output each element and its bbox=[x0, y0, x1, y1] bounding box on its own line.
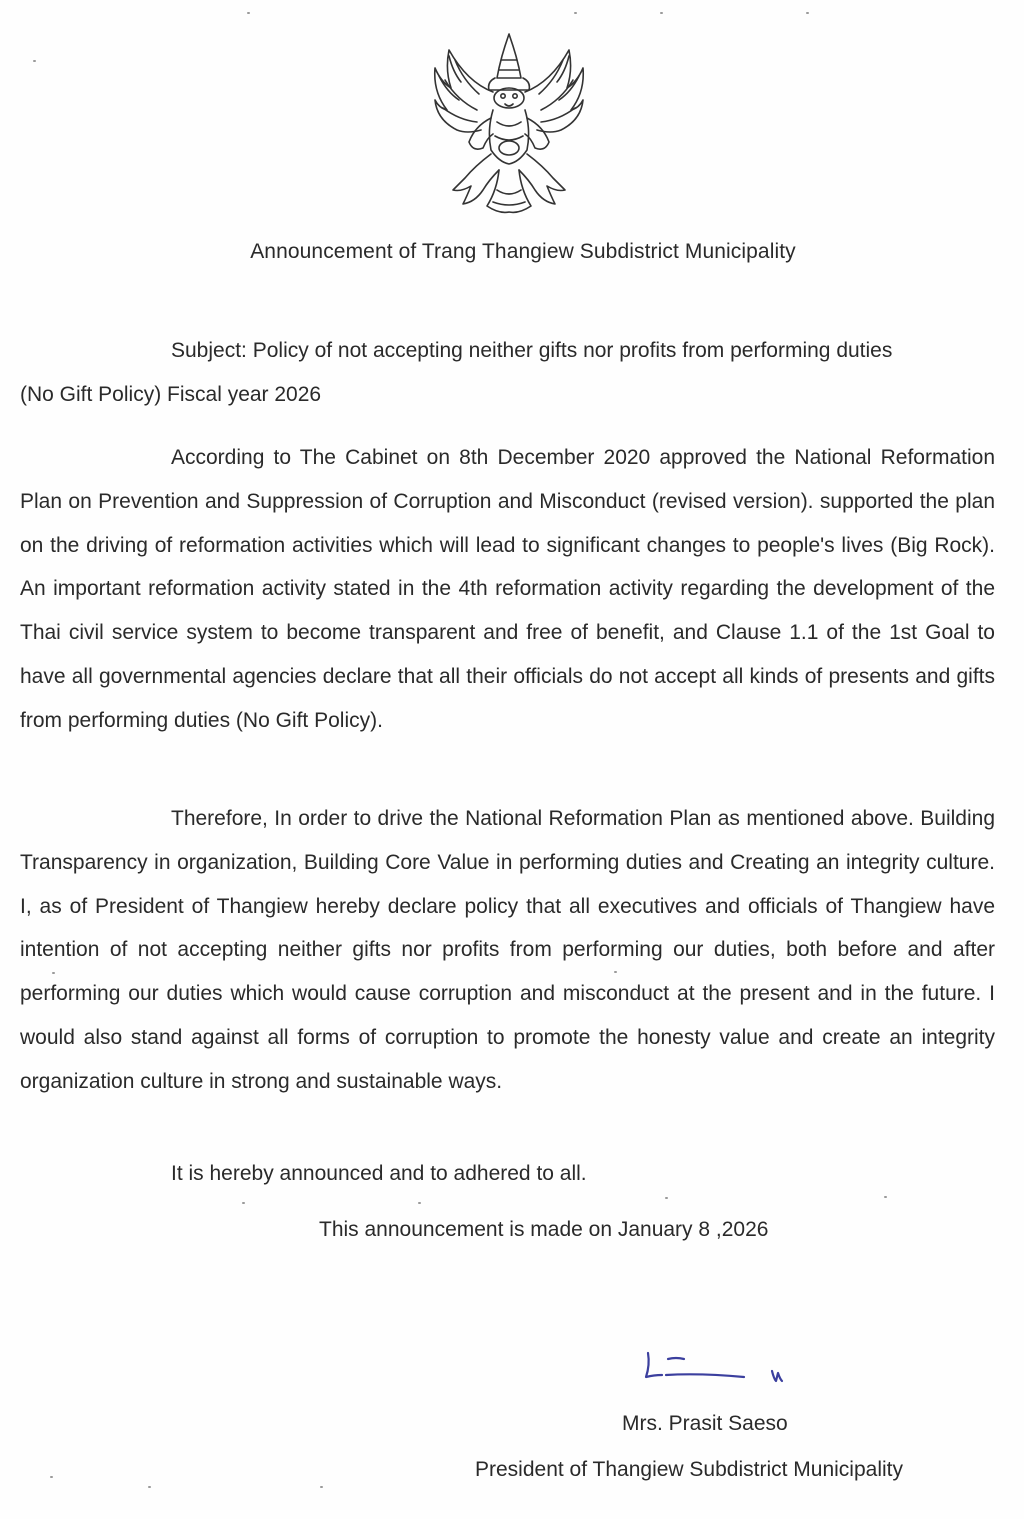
scan-speck bbox=[418, 1202, 421, 1204]
scan-speck bbox=[320, 1486, 323, 1488]
scan-speck bbox=[33, 60, 36, 62]
scan-speck bbox=[52, 972, 55, 974]
scan-speck bbox=[806, 12, 809, 14]
body-paragraph-2 bbox=[20, 797, 995, 1104]
body-paragraph-1 bbox=[20, 436, 995, 743]
signer-name: Mrs. Prasit Saeso bbox=[622, 1412, 788, 1435]
scan-speck bbox=[884, 1196, 887, 1198]
scan-speck bbox=[247, 12, 250, 14]
scan-speck bbox=[50, 1476, 53, 1478]
subject-paragraph bbox=[20, 329, 995, 417]
subject-line: Subject: Policy of not accepting neither gifts nor profits from performing duties bbox=[171, 339, 893, 362]
scan-speck bbox=[665, 1197, 668, 1199]
paragraph-2-text: Therefore, In order to drive the National Reformation Plan as mentioned above. Building Transparency in organization, Building Core Value in performing duties and Creating an integrity culture. I, as of President of Thangiew hereby declare policy that all executives and officials of Thangiew have intention of not accepting neither gifts nor profits from performing our duties, both before and after performing our duties which would cause corruption and misconduct at the present and in the future. I would also stand against all forms of corruption to promote the honesty value and create an integrity organization culture in strong and sustainable ways. bbox=[20, 807, 995, 1093]
scan-speck bbox=[242, 1202, 245, 1204]
signer-title: President of Thangiew Subdistrict Municipality bbox=[475, 1458, 903, 1481]
scan-speck bbox=[614, 971, 617, 973]
document-title: Announcement of Trang Thangiew Subdistrict Municipality bbox=[250, 240, 796, 263]
scan-speck bbox=[148, 1486, 151, 1488]
subject-continuation: (No Gift Policy) Fiscal year 2026 bbox=[20, 382, 322, 406]
scan-speck bbox=[660, 12, 663, 14]
announcement-line: It is hereby announced and to adhered to all. bbox=[171, 1162, 587, 1185]
announcement-date: This announcement is made on January 8 ,2026 bbox=[319, 1218, 769, 1241]
garuda-emblem-icon bbox=[427, 30, 591, 216]
scan-speck bbox=[574, 12, 577, 14]
paragraph-1-text: According to The Cabinet on 8th December 2020 approved the National Reformation Plan on Prevention and Suppression of Corruption and Misconduct (revised version). supported the plan on the driving of reformation activities which will lead to significant changes to people's lives (Big Rock). An important reformation activity stated in the 4th reformation activity regarding the development of the Thai civil service system to become transparent and free of benefit, and Clause 1.1 of the 1st Goal to have all governmental agencies declare that all their officials do not accept all kinds of presents and gifts from performing duties (No Gift Policy). bbox=[20, 446, 995, 732]
handwritten-signature bbox=[640, 1345, 800, 1390]
